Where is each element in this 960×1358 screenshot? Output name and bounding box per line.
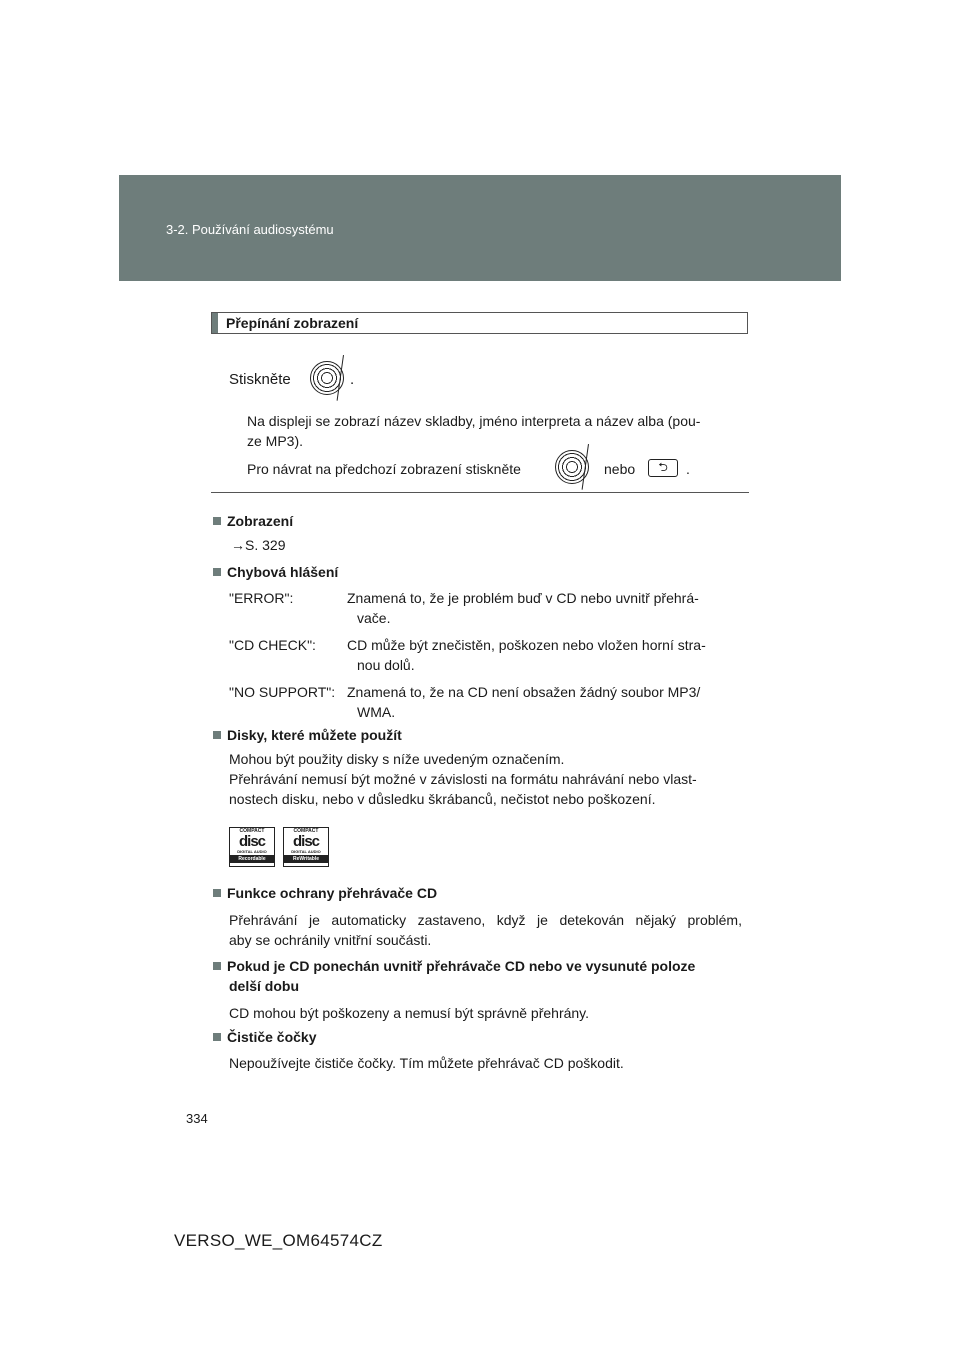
section-heading-box (211, 312, 748, 334)
bullet-icon (213, 1033, 221, 1041)
item-left-in-title-line2: delší dobu (229, 978, 299, 994)
item-display-ref: →S. 329 (231, 537, 286, 553)
error-desc-line2: vače. (357, 610, 391, 626)
chapter-title: 3-2. Používání audiosystému (166, 222, 334, 237)
cd-recordable-logo: COMPACT disc DIGITAL AUDIO Recordable (229, 827, 275, 867)
protection-line2: aby se ochránily vnitřní součásti. (229, 932, 432, 948)
error-desc-line1: Znamená to, že je problém buď v CD nebo uvnitř přehrá- (347, 590, 699, 606)
press-end: . (350, 371, 355, 388)
press-label: Stiskněte (229, 371, 291, 388)
info-para-line1: Na displeji se zobrazí název skladby, jméno interpreta a název alba (pou- (247, 413, 701, 429)
back-button-icon: ⮌ (648, 459, 678, 477)
item-display-title: Zobrazení (213, 512, 293, 531)
error-code: "ERROR": (229, 590, 294, 606)
bullet-icon (213, 731, 221, 739)
cd-rewritable-logo: COMPACT disc DIGITAL AUDIO ReWritable (283, 827, 329, 867)
page-number: 334 (186, 1111, 208, 1126)
section-title: Přepínání zobrazení (226, 315, 359, 331)
cleaners-text: Nepoužívejte čističe čočky. Tím můžete přehrávač CD poškodit. (229, 1055, 624, 1071)
left-in-text: CD mohou být poškozeny a nemusí být správně přehrány. (229, 1005, 590, 1021)
item-errors-title: Chybová hlášení (213, 563, 338, 582)
document-code: VERSO_WE_OM64574CZ (174, 1231, 383, 1250)
discs-line2: Přehrávání nemusí být možné v závislosti na formátu nahrávání nebo vlast- (229, 771, 697, 787)
item-left-in-title: Pokud je CD ponechán uvnitř přehrávače CD nebo ve vysunuté poloze (213, 957, 695, 976)
section-heading-bar (212, 313, 218, 333)
error-desc-line2: WMA. (357, 704, 396, 720)
return-para: Pro návrat na předchozí zobrazení stiskněte (247, 461, 521, 477)
bullet-icon (213, 889, 221, 897)
return-end: . (686, 461, 690, 477)
error-code: "CD CHECK": (229, 637, 316, 653)
error-desc-line1: CD může být znečistěn, poškozen nebo vložen horní stra- (347, 637, 706, 653)
protection-line1: Přehrávání je automaticky zastaveno, když je detekován nějaký problém, (229, 912, 742, 928)
error-desc-line2: nou dolů. (357, 657, 415, 673)
item-discs-title: Disky, které můžete použít (213, 726, 402, 745)
bullet-icon (213, 568, 221, 576)
bullet-icon (213, 517, 221, 525)
bullet-icon (213, 962, 221, 970)
item-protection-title: Funkce ochrany přehrávače CD (213, 884, 437, 903)
discs-line1: Mohou být použity disky s níže uvedeným označením. (229, 751, 565, 767)
error-code: "NO SUPPORT": (229, 684, 336, 700)
discs-line3: nostech disku, nebo v důsledku škrábanců, nečistot nebo poškození. (229, 791, 656, 807)
info-para-line2: ze MP3). (247, 433, 304, 449)
item-cleaners-title: Čističe čočky (213, 1028, 317, 1047)
return-or: nebo (604, 461, 636, 477)
section-divider (211, 492, 749, 493)
error-desc-line1: Znamená to, že na CD není obsažen žádný soubor MP3/ (347, 684, 701, 700)
